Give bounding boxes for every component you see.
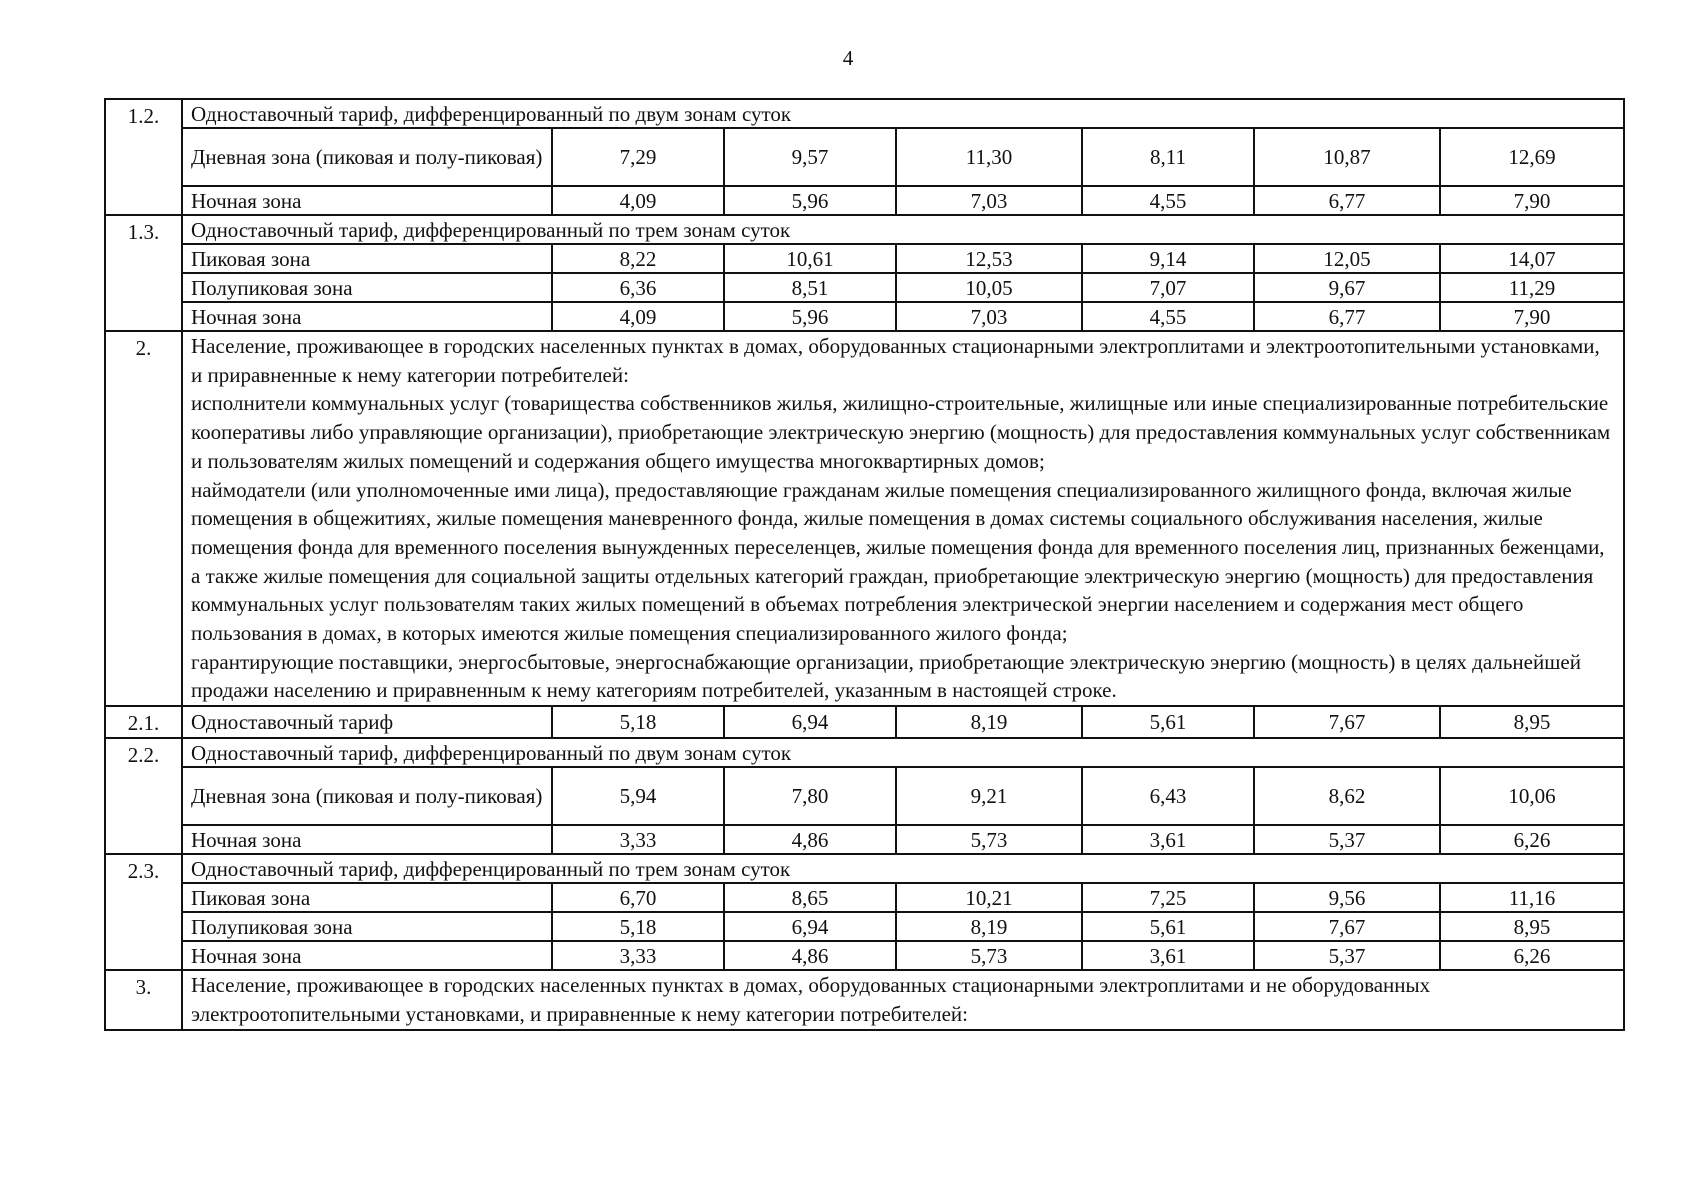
row-label: Дневная зона (пиковая и полу-пиковая)	[182, 767, 552, 825]
tariff-value: 4,09	[552, 186, 724, 215]
row-label: Одноставочный тариф	[182, 706, 552, 738]
tariff-value: 11,16	[1440, 883, 1624, 912]
tariff-value: 5,73	[896, 825, 1082, 854]
tariff-value: 10,21	[896, 883, 1082, 912]
tariff-value: 3,33	[552, 825, 724, 854]
page-number: 4	[842, 46, 854, 70]
tariff-value: 8,51	[724, 273, 896, 302]
table-row	[105, 302, 1624, 331]
table-row	[105, 854, 1624, 883]
table-row	[105, 912, 1624, 941]
tariff-value: 6,94	[724, 912, 896, 941]
tariff-table	[104, 98, 1625, 1031]
tariff-value: 6,94	[724, 706, 896, 738]
tariff-value: 10,06	[1440, 767, 1624, 825]
table-row	[105, 767, 1624, 825]
description-paragraph: Население, проживающее в городских населенных пунктах в домах, оборудованных стационарными электроплитами и электроотопительными установками, и приравненные к нему категории потребителей:	[191, 334, 1600, 387]
table-row	[105, 186, 1624, 215]
row-label: Ночная зона	[182, 825, 552, 854]
tariff-value: 3,33	[552, 941, 724, 970]
row-number: 3.	[105, 970, 182, 1029]
tariff-value: 10,87	[1254, 128, 1440, 186]
tariff-value: 4,55	[1082, 302, 1254, 331]
section-title: Одноставочный тариф, дифференцированный по двум зонам суток	[182, 99, 1624, 128]
tariff-value: 12,05	[1254, 244, 1440, 273]
tariff-value: 10,61	[724, 244, 896, 273]
row-label: Дневная зона (пиковая и полу-пиковая)	[182, 128, 552, 186]
tariff-value: 11,30	[896, 128, 1082, 186]
table-row	[105, 941, 1624, 970]
tariff-value: 9,14	[1082, 244, 1254, 273]
table-row	[105, 706, 1624, 738]
row-number: 2.3.	[105, 854, 182, 970]
description-paragraph: исполнители коммунальных услуг (товарищества собственников жилья, жилищно-строительные, жилищные или иные специализированные потребительские кооперативы либо управляющие организации), приобретающие электрическую энергию (мощность) для предоставления коммунальных услуг собственникам и пользователям жилых помещений и содержания общего имущества многоквартирных домов;	[191, 391, 1611, 473]
row-label: Полупиковая зона	[182, 912, 552, 941]
category-description: Население, проживающее в городских населенных пунктах в домах, оборудованных стационарными электроплитами и не оборудованных электроотопительными установками, и приравненные к нему категории потребителей:	[182, 970, 1624, 1029]
row-number: 2.2.	[105, 738, 182, 854]
table-row	[105, 215, 1624, 244]
tariff-value: 6,26	[1440, 825, 1624, 854]
tariff-value: 5,61	[1082, 912, 1254, 941]
tariff-value: 9,56	[1254, 883, 1440, 912]
tariff-value: 9,21	[896, 767, 1082, 825]
tariff-value: 6,43	[1082, 767, 1254, 825]
table-row	[105, 244, 1624, 273]
section-title: Одноставочный тариф, дифференцированный по трем зонам суток	[182, 854, 1624, 883]
tariff-value: 4,55	[1082, 186, 1254, 215]
tariff-value: 7,67	[1254, 706, 1440, 738]
tariff-value: 11,29	[1440, 273, 1624, 302]
row-number: 2.	[105, 331, 182, 706]
category-description	[182, 331, 1624, 706]
tariff-value: 8,19	[896, 912, 1082, 941]
tariff-value: 7,07	[1082, 273, 1254, 302]
tariff-value: 6,26	[1440, 941, 1624, 970]
tariff-value: 5,61	[1082, 706, 1254, 738]
tariff-value: 8,95	[1440, 706, 1624, 738]
tariff-value: 8,62	[1254, 767, 1440, 825]
table-row	[105, 825, 1624, 854]
row-number: 2.1.	[105, 706, 182, 738]
row-number: 1.2.	[105, 99, 182, 215]
tariff-value: 7,90	[1440, 302, 1624, 331]
tariff-value: 8,19	[896, 706, 1082, 738]
tariff-value: 5,37	[1254, 941, 1440, 970]
tariff-value: 8,65	[724, 883, 896, 912]
table-row	[105, 99, 1624, 128]
tariff-value: 3,61	[1082, 825, 1254, 854]
tariff-value: 12,53	[896, 244, 1082, 273]
tariff-value: 3,61	[1082, 941, 1254, 970]
tariff-value: 6,36	[552, 273, 724, 302]
tariff-value: 7,67	[1254, 912, 1440, 941]
table-row	[105, 273, 1624, 302]
tariff-value: 8,22	[552, 244, 724, 273]
tariff-value: 6,77	[1254, 302, 1440, 331]
row-label: Полупиковая зона	[182, 273, 552, 302]
table-row	[105, 738, 1624, 767]
table-row	[105, 331, 1624, 706]
tariff-value: 5,37	[1254, 825, 1440, 854]
table-row	[105, 970, 1624, 1029]
table-row	[105, 883, 1624, 912]
tariff-value: 4,86	[724, 941, 896, 970]
row-label: Ночная зона	[182, 941, 552, 970]
row-label: Пиковая зона	[182, 883, 552, 912]
tariff-value: 10,05	[896, 273, 1082, 302]
tariff-value: 7,03	[896, 302, 1082, 331]
tariff-value: 12,69	[1440, 128, 1624, 186]
tariff-value: 5,94	[552, 767, 724, 825]
tariff-value: 9,57	[724, 128, 896, 186]
description-paragraph: наймодатели (или уполномоченные ими лица), предоставляющие гражданам жилые помещения специализированного жилищного фонда, включая жилые помещения в общежитиях, жилые помещения маневренного фонда, жилые помещения в домах системы социального обслуживания населения, жилые помещения фонда для временного поселения вынужденных переселенцев, жилые помещения фонда для временного поселения лиц, признанных беженцами, а также жилые помещения для социальной защиты отдельных категорий граждан, приобретающие электрическую энергию (мощность) для предоставления коммунальных услуг пользователям таких жилых помещений в объемах потребления электрической энергии населением и содержания мест общего пользования в домах, в которых имеются жилые помещения специализированного жилого фонда;	[191, 477, 1605, 646]
tariff-value: 5,96	[724, 302, 896, 331]
tariff-value: 5,73	[896, 941, 1082, 970]
row-number: 1.3.	[105, 215, 182, 331]
tariff-value: 7,25	[1082, 883, 1254, 912]
section-title: Одноставочный тариф, дифференцированный по двум зонам суток	[182, 738, 1624, 767]
table-row	[105, 128, 1624, 186]
row-label: Пиковая зона	[182, 244, 552, 273]
tariff-value: 7,03	[896, 186, 1082, 215]
tariff-value: 5,18	[552, 912, 724, 941]
section-title: Одноставочный тариф, дифференцированный по трем зонам суток	[182, 215, 1624, 244]
row-label: Ночная зона	[182, 302, 552, 331]
tariff-value: 8,95	[1440, 912, 1624, 941]
tariff-value: 4,09	[552, 302, 724, 331]
tariff-value: 14,07	[1440, 244, 1624, 273]
tariff-value: 5,96	[724, 186, 896, 215]
tariff-value: 6,70	[552, 883, 724, 912]
tariff-value: 7,29	[552, 128, 724, 186]
tariff-value: 8,11	[1082, 128, 1254, 186]
row-label: Ночная зона	[182, 186, 552, 215]
description-paragraph: гарантирующие поставщики, энергосбытовые, энергоснабжающие организации, приобретающие электрическую энергию (мощность) в целях дальнейшей продажи населению и приравненным к нему категориям потребителей, указанным в настоящей строке.	[191, 649, 1581, 703]
tariff-value: 7,80	[724, 767, 896, 825]
tariff-value: 9,67	[1254, 273, 1440, 302]
tariff-value: 7,90	[1440, 186, 1624, 215]
tariff-value: 5,18	[552, 706, 724, 738]
tariff-value: 6,77	[1254, 186, 1440, 215]
tariff-value: 4,86	[724, 825, 896, 854]
